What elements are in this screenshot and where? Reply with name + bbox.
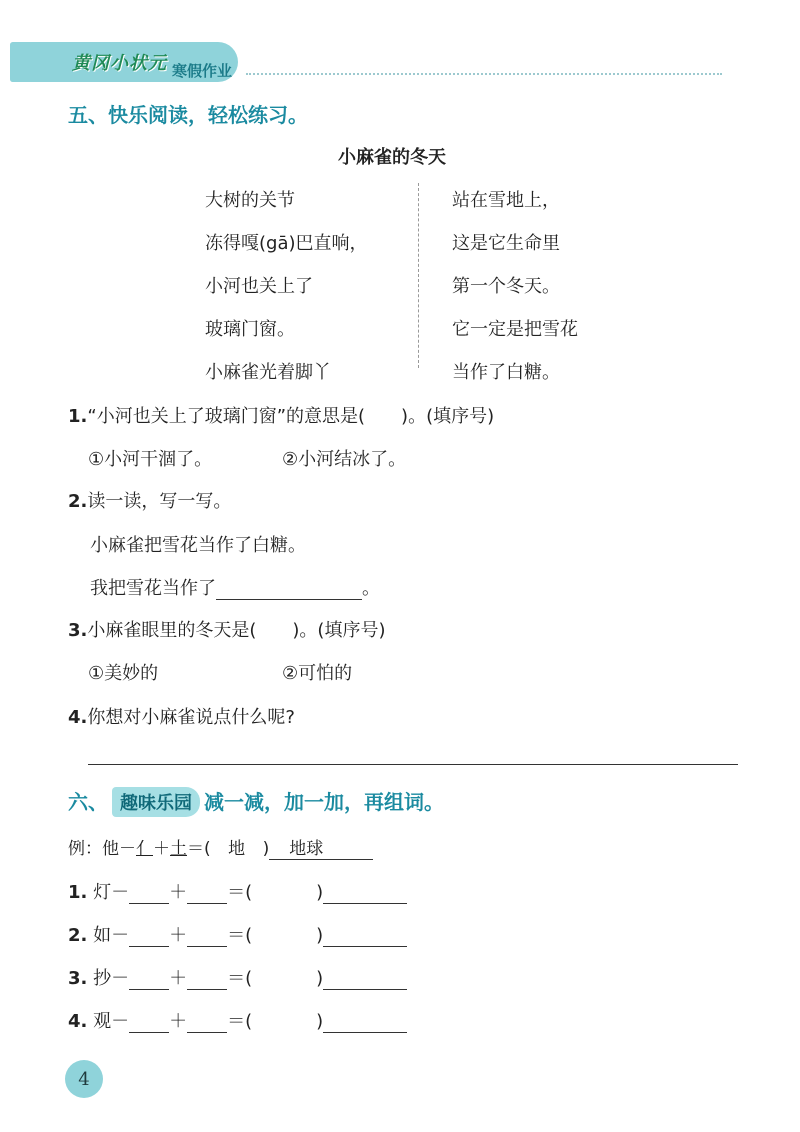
section6-heading xyxy=(68,786,444,817)
item-word-blank[interactable] xyxy=(323,883,407,904)
poem-left-line-5: 小麻雀光着脚丫 xyxy=(205,362,331,383)
poem-left-line-4: 玻璃门窗。 xyxy=(205,319,295,340)
example-label: 例：他－ xyxy=(68,839,136,859)
item-close: ) xyxy=(316,925,324,946)
question-3-number: 3. xyxy=(68,620,88,641)
question-3-text: 小麻雀眼里的冬天是( )。(填序号) xyxy=(87,620,386,641)
item-row xyxy=(68,964,407,990)
question-2-number: 2. xyxy=(68,491,88,512)
item-blank-plus[interactable] xyxy=(187,1012,227,1033)
header-divider xyxy=(246,73,722,75)
item-plus: ＋ xyxy=(169,882,188,903)
item-number: 3. xyxy=(68,968,88,989)
section6-tag: 趣味乐园 xyxy=(112,787,200,817)
question-1-text: “小河也关上了玻璃门窗”的意思是( )。(填序号) xyxy=(87,406,495,427)
example-eq: ＝( xyxy=(187,839,211,859)
item-blank-plus[interactable] xyxy=(187,926,227,947)
item-eq: ＝( xyxy=(227,925,253,946)
item-word-blank[interactable] xyxy=(323,1012,407,1033)
poem-right-line-4: 它一定是把雪花 xyxy=(452,319,578,340)
poem-left-line-3: 小河也关上了 xyxy=(205,276,313,297)
question-4-number: 4. xyxy=(68,707,88,728)
example-plus: ＋ xyxy=(153,839,170,859)
example-part2: 土 xyxy=(170,839,187,859)
q1-option-2[interactable]: ②小河结冰了。 xyxy=(282,449,407,470)
item-row xyxy=(68,921,407,947)
q2-write-prefix: 我把雪花当作了 xyxy=(90,578,216,599)
item-blank-minus[interactable] xyxy=(129,883,169,904)
header-subtitle: 寒假作业 xyxy=(172,62,233,80)
item-close: ) xyxy=(316,882,324,903)
page-number: 4 xyxy=(65,1060,103,1098)
question-2-text: 读一读，写一写。 xyxy=(87,491,232,512)
q2-example-line: 小麻雀把雪花当作了白糖。 xyxy=(90,535,306,556)
poem-right-line-5: 当作了白糖。 xyxy=(452,362,560,383)
poem-left-line-2: 冻得嘎(gā)巴直响， xyxy=(205,233,368,254)
item-blank-minus[interactable] xyxy=(129,969,169,990)
poem-right-line-3: 第一个冬天。 xyxy=(452,276,560,297)
item-number: 2. xyxy=(68,925,88,946)
item-eq: ＝( xyxy=(227,1011,253,1032)
item-word-blank[interactable] xyxy=(323,969,407,990)
item-close: ) xyxy=(316,968,324,989)
section6-title: 减一减，加一加，再组词。 xyxy=(204,790,444,814)
item-row xyxy=(68,1007,407,1033)
item-plus: ＋ xyxy=(169,925,188,946)
question-4-text: 你想对小麻雀说点什么呢? xyxy=(87,707,295,728)
q4-answer-line[interactable] xyxy=(88,764,738,765)
item-char: 灯－ xyxy=(93,882,130,903)
question-1-number: 1. xyxy=(68,406,88,427)
poem-left-line-1: 大树的关节 xyxy=(205,190,295,211)
item-eq: ＝( xyxy=(227,968,253,989)
section5-title: 五、快乐阅读，轻松练习。 xyxy=(68,103,308,127)
item-blank-minus[interactable] xyxy=(129,926,169,947)
example-part1: 亻 xyxy=(136,839,153,859)
item-number: 4. xyxy=(68,1011,88,1032)
example-close: ) xyxy=(262,839,270,859)
poem-title: 小麻雀的冬天 xyxy=(338,147,446,168)
poem-divider xyxy=(418,183,419,368)
brand-logo: 黄冈小状元 xyxy=(72,53,167,74)
item-close: ) xyxy=(316,1011,324,1032)
question-4 xyxy=(68,703,295,729)
q1-option-1[interactable]: ①小河干涸了。 xyxy=(88,449,213,470)
q2-write-suffix: 。 xyxy=(362,578,380,599)
q3-option-1[interactable]: ①美妙的 xyxy=(88,663,159,684)
example-word: 地球 xyxy=(269,834,373,860)
item-row xyxy=(68,878,407,904)
item-eq: ＝( xyxy=(227,882,253,903)
section6-prefix: 六、 xyxy=(68,790,108,814)
poem-right-line-2: 这是它生命里 xyxy=(452,233,560,254)
example-row xyxy=(68,834,373,860)
item-char: 如－ xyxy=(93,925,130,946)
q2-answer-blank[interactable] xyxy=(216,579,362,600)
question-2 xyxy=(68,487,231,513)
item-number: 1. xyxy=(68,882,88,903)
item-plus: ＋ xyxy=(169,1011,188,1032)
item-blank-plus[interactable] xyxy=(187,969,227,990)
item-plus: ＋ xyxy=(169,968,188,989)
item-char: 抄－ xyxy=(93,968,130,989)
poem-right-line-1: 站在雪地上， xyxy=(452,190,560,211)
item-char: 观－ xyxy=(93,1011,130,1032)
example-answer: 地 xyxy=(228,839,246,859)
item-blank-plus[interactable] xyxy=(187,883,227,904)
q2-write-line xyxy=(90,574,380,600)
item-word-blank[interactable] xyxy=(323,926,407,947)
question-3 xyxy=(68,616,385,642)
item-blank-minus[interactable] xyxy=(129,1012,169,1033)
question-1 xyxy=(68,402,494,428)
q3-option-2[interactable]: ②可怕的 xyxy=(282,663,353,684)
